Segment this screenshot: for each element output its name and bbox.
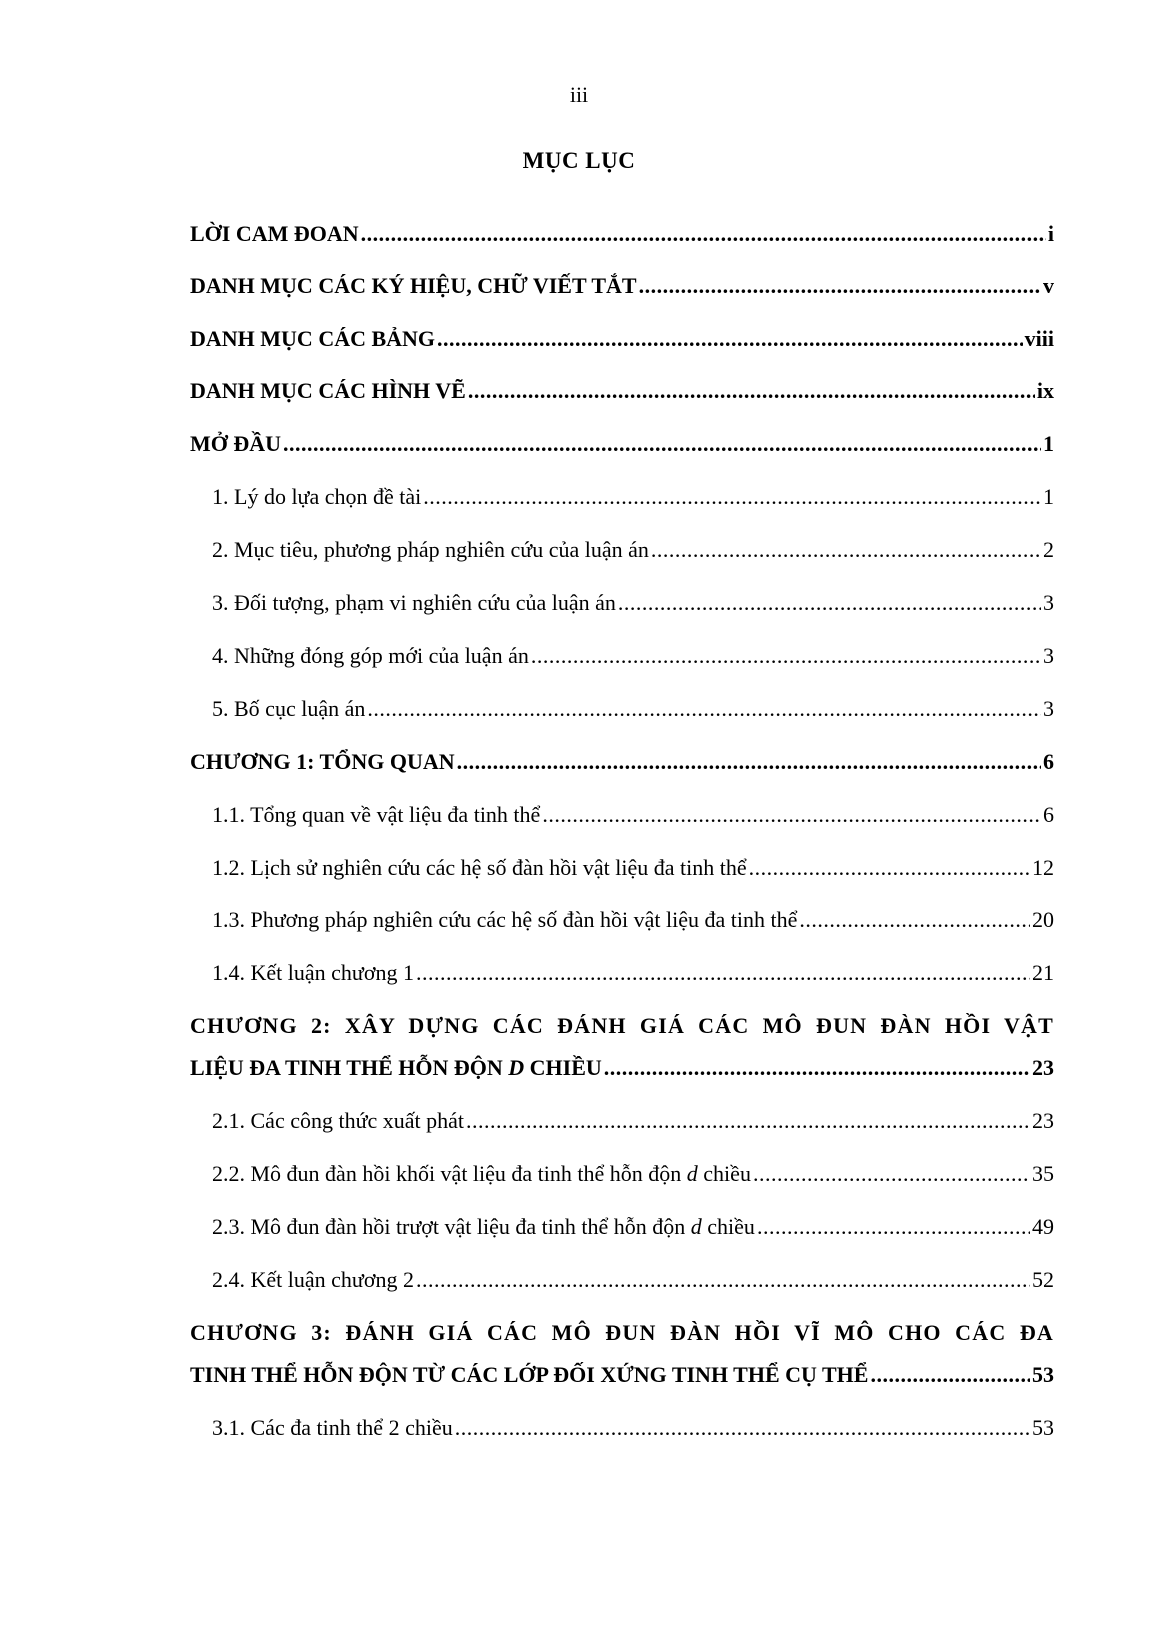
toc-entry-2[interactable]: 2. Mục tiêu, phương pháp nghiên cứu của luận án ..... 2	[212, 532, 1054, 568]
toc-entry-1-1[interactable]: 1.1. Tổng quan về vật liệu đa tinh thể ..... 6	[212, 797, 1054, 833]
page-title: MỤC LỤC	[522, 148, 636, 173]
toc-entry-mo-dau[interactable]: MỞ ĐẦU ..... 1	[190, 426, 1054, 462]
toc-entry-danh-muc-bang[interactable]: DANH MỤC CÁC BẢNG ..... viii	[190, 321, 1054, 357]
toc-entry-1-4[interactable]: 1.4. Kết luận chương 1 ..... 21	[212, 955, 1054, 991]
toc-entry-chuong-2-line1[interactable]: CHƯƠNG 2: XÂY DỰNG CÁC ĐÁNH GIÁ CÁC MÔ ĐUN ĐÀN HỒI VẬT	[190, 1013, 1054, 1038]
toc-entry-5[interactable]: 5. Bố cục luận án ..... 3	[212, 691, 1054, 727]
toc-entry-chuong-3-line1[interactable]: CHƯƠNG 3: ĐÁNH GIÁ CÁC MÔ ĐUN ĐÀN HỒI VĨ MÔ CHO CÁC ĐA	[190, 1320, 1054, 1345]
toc-entry-4[interactable]: 4. Những đóng góp mới của luận án ..... 3	[212, 638, 1054, 674]
toc-entry-3[interactable]: 3. Đối tượng, phạm vi nghiên cứu của luận án ..... 3	[212, 585, 1054, 621]
toc-entry-danh-muc-ky-hieu[interactable]: DANH MỤC CÁC KÝ HIỆU, CHỮ VIẾT TẮT ..... v	[190, 268, 1054, 304]
toc-entry-2-3[interactable]: 2.3. Mô đun đàn hồi trượt vật liệu đa tinh thể hỗn độn d chiều ..... 49	[212, 1209, 1054, 1245]
toc-entry-1[interactable]: 1. Lý do lựa chọn đề tài ..... 1	[212, 479, 1054, 515]
toc-entry-danh-muc-hinh-ve[interactable]: DANH MỤC CÁC HÌNH VẼ ..... ix	[190, 373, 1054, 409]
toc-entry-2-1[interactable]: 2.1. Các công thức xuất phát ..... 23	[212, 1103, 1054, 1139]
toc-entry-loi-cam-doan[interactable]: LỜI CAM ĐOAN ..... i	[190, 216, 1054, 252]
toc-entry-chuong-2[interactable]: LIỆU ĐA TINH THỂ HỖN ĐỘN D CHIỀU ..... 23	[190, 1050, 1054, 1086]
toc-entry-1-2[interactable]: 1.2. Lịch sử nghiên cứu các hệ số đàn hồi vật liệu đa tinh thể ..... 12	[212, 850, 1054, 886]
toc-entry-3-1[interactable]: 3.1. Các đa tinh thể 2 chiều ..... 53	[212, 1410, 1054, 1446]
toc-entry-2-2[interactable]: 2.2. Mô đun đàn hồi khối vật liệu đa tinh thể hỗn độn d chiều ..... 35	[212, 1156, 1054, 1192]
toc-entry-chuong-1[interactable]: CHƯƠNG 1: TỔNG QUAN ..... 6	[190, 744, 1054, 780]
page-number: iii	[569, 82, 589, 107]
toc-entry-chuong-3[interactable]: TINH THỂ HỖN ĐỘN TỪ CÁC LỚP ĐỐI XỨNG TINH THỂ CỤ THỂ ..... 53	[190, 1357, 1054, 1393]
toc-entry-1-3[interactable]: 1.3. Phương pháp nghiên cứu các hệ số đàn hồi vật liệu đa tinh thể ..... 20	[212, 902, 1054, 938]
toc-entry-2-4[interactable]: 2.4. Kết luận chương 2 ..... 52	[212, 1262, 1054, 1298]
